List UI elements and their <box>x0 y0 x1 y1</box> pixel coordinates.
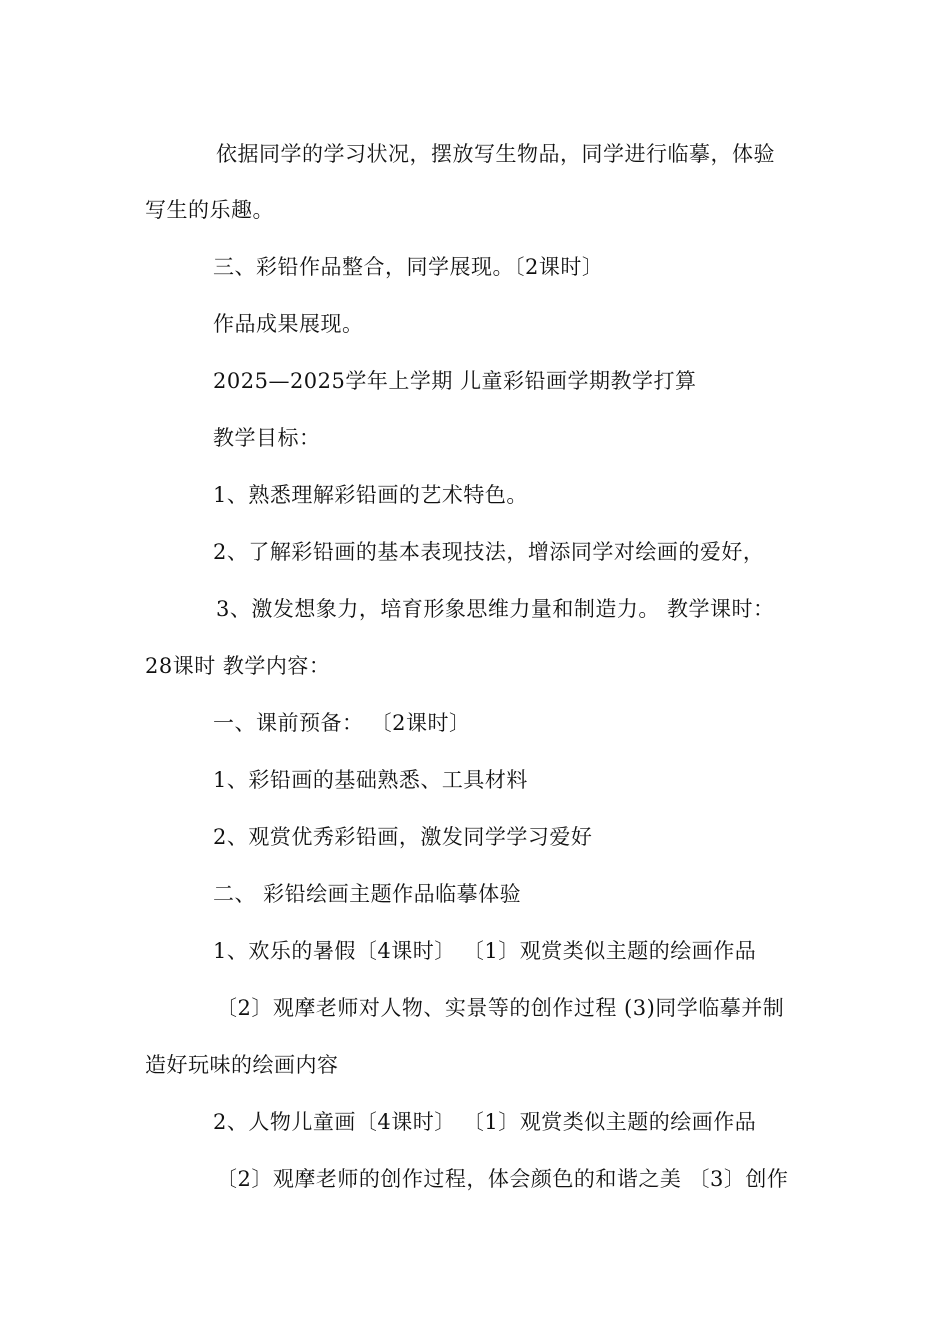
list-item: 1、熟悉理解彩铅画的艺术特色。 <box>213 483 528 507</box>
list-item: 2、观赏优秀彩铅画，激发同学学习爱好 <box>213 825 593 849</box>
paragraph-line: 造好玩味的绘画内容 <box>145 1053 339 1077</box>
list-item: 〔2〕观摩老师对人物、实景等的创作过程 (3)同学临摹并制 <box>216 996 785 1020</box>
list-item: 1、彩铅画的基础熟悉、工具材料 <box>213 768 528 792</box>
list-item: 2、了解彩铅画的基本表现技法，增添同学对绘画的爱好， <box>213 540 765 564</box>
paragraph-line: 依据同学的学习状况，摆放写生物品，同学进行临摹，体验 <box>216 142 775 166</box>
section-heading: 三、彩铅作品整合，同学展现。〔2课时〕 <box>213 255 604 279</box>
list-item: 〔2〕观摩老师的创作过程，体会颜色的和谐之美 〔3〕创作 <box>216 1167 789 1191</box>
list-item: 2、人物儿童画〔4课时〕 〔1〕观赏类似主题的绘画作品 <box>213 1110 757 1134</box>
list-item: 1、欢乐的暑假〔4课时〕 〔1〕观赏类似主题的绘画作品 <box>213 939 757 963</box>
document-title: 2025—2025学年上学期 儿童彩铅画学期教学打算 <box>213 369 697 393</box>
section-heading: 教学目标： <box>213 426 321 450</box>
paragraph-line: 作品成果展现。 <box>213 312 364 336</box>
section-heading: 二、 彩铅绘画主题作品临摹体验 <box>213 882 522 906</box>
list-item: 3、激发想象力，培育形象思维力量和制造力。 教学课时： <box>216 597 775 621</box>
paragraph-line: 28课时 教学内容： <box>145 654 331 678</box>
paragraph-line: 写生的乐趣。 <box>145 198 274 222</box>
section-heading: 一、课前预备： 〔2课时〕 <box>213 711 471 735</box>
